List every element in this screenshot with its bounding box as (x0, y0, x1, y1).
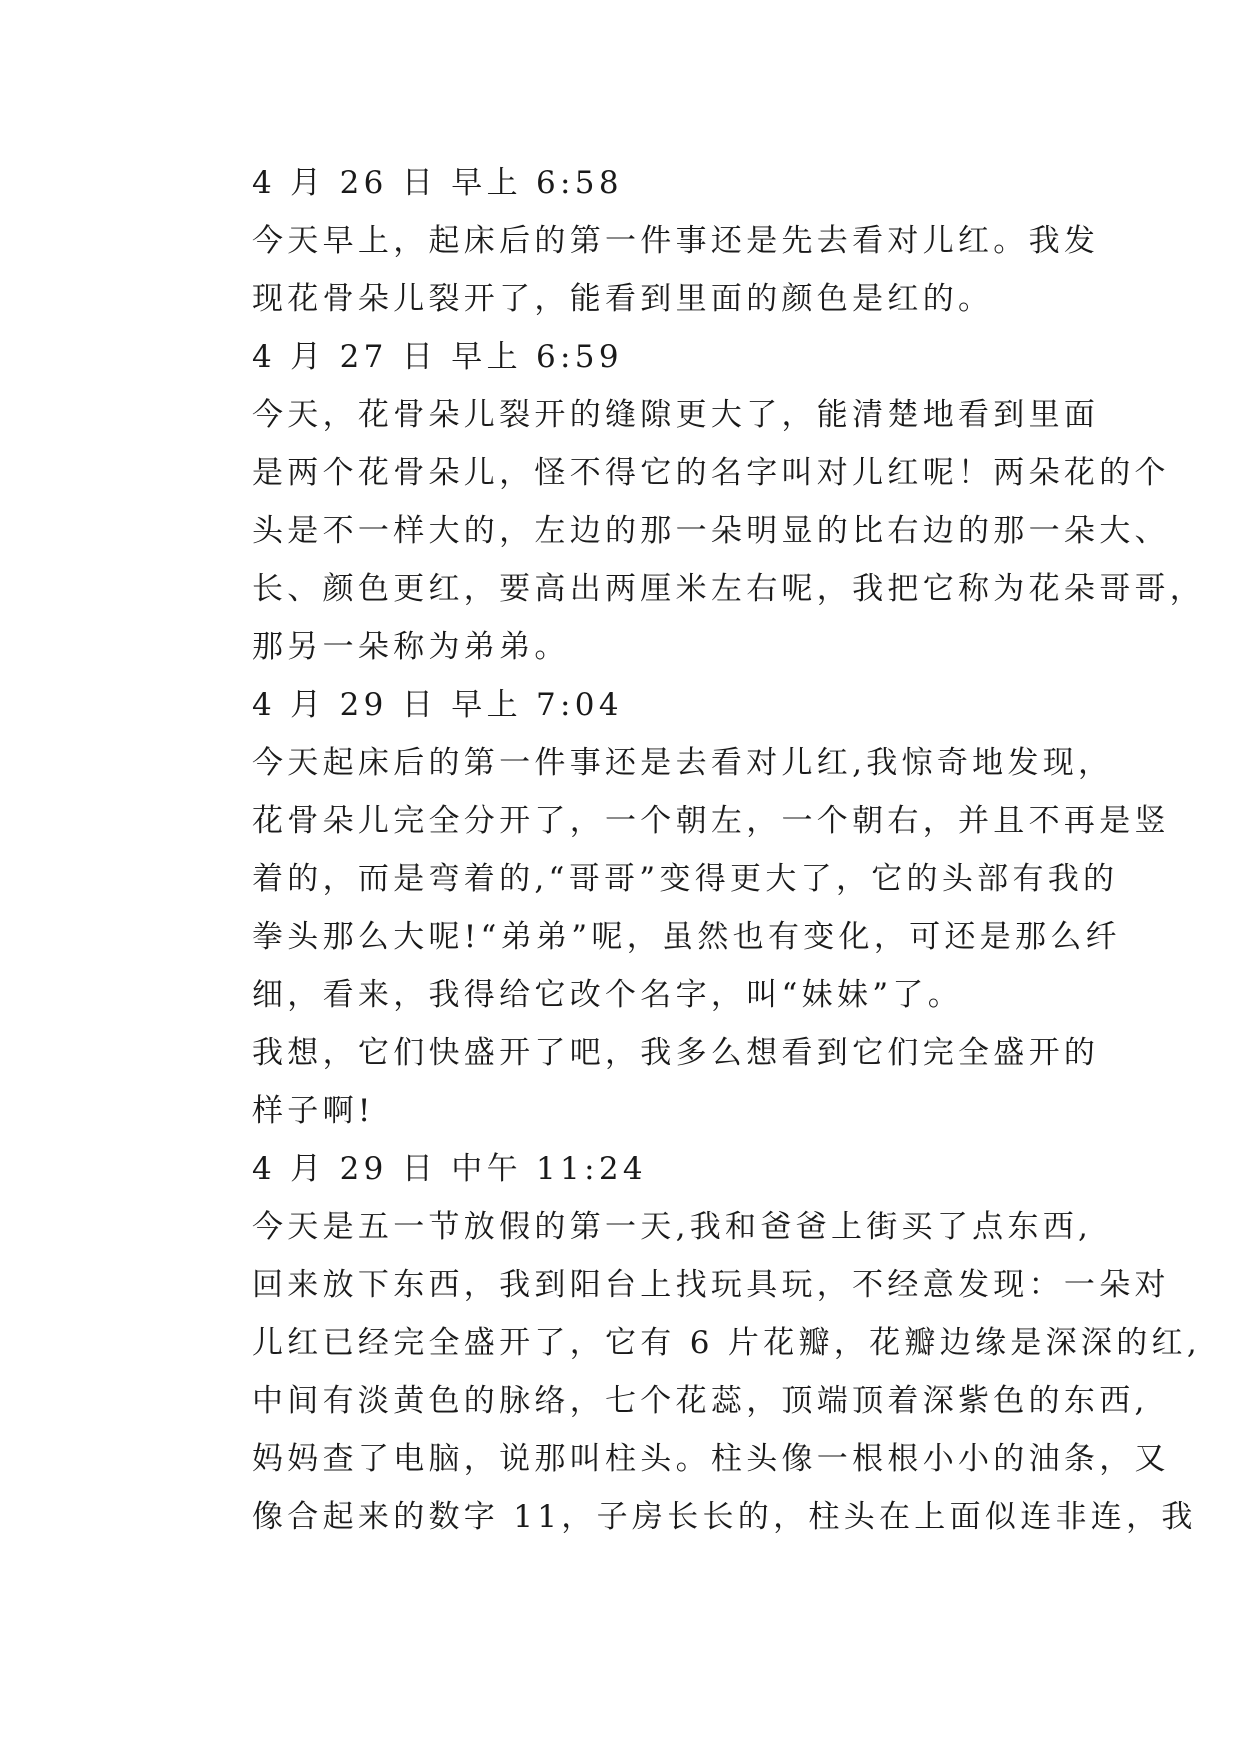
diary-entry-paragraph (190, 386, 1206, 676)
text-line: 4 月 26 日 早上 6:58 (252, 165, 623, 201)
text-line: 今天是五一节放假的第一天,我和爸爸上街买了点东西, (252, 1209, 1093, 1245)
diary-entry-paragraph (190, 1024, 1100, 1140)
text-line: 是两个花骨朵儿，怪不得它的名字叫对儿红呢！两朵花的个 (252, 455, 1170, 491)
text-line: 4 月 29 日 早上 7:04 (252, 687, 623, 723)
text-line: 像合起来的数字 11，子房长长的，柱头在上面似连非连，我 (252, 1499, 1197, 1535)
text-line: 回来放下东西，我到阳台上找玩具玩，不经意发现：一朵对 (252, 1267, 1170, 1303)
text-line: 今天，花骨朵儿裂开的缝隙更大了，能清楚地看到里面 (252, 397, 1100, 433)
text-line: 样子啊! (252, 1093, 375, 1129)
text-line: 儿红已经完全盛开了，它有 6 片花瓣，花瓣边缘是深深的红, (252, 1325, 1201, 1361)
text-line: 我想，它们快盛开了吧，我多么想看到它们完全盛开的 (252, 1035, 1100, 1071)
diary-entry-paragraph (190, 734, 1170, 1024)
text-line: 细，看来，我得给它改个名字，叫“妹妹”了。 (252, 977, 963, 1013)
text-line: 现花骨朵儿裂开了，能看到里面的颜色是红的。 (252, 281, 994, 317)
text-line: 4 月 29 日 中午 11:24 (252, 1151, 647, 1187)
diary-date-heading (190, 676, 1070, 734)
document-body (190, 154, 1206, 1546)
diary-entry-paragraph (190, 1198, 1201, 1546)
text-line: 拳头那么大呢!“弟弟”呢，虽然也有变化，可还是那么纤 (252, 919, 1121, 955)
text-line: 中间有淡黄色的脉络，七个花蕊，顶端顶着深紫色的东西, (252, 1383, 1149, 1419)
diary-date-heading (190, 154, 1070, 212)
text-line: 妈妈查了电脑，说那叫柱头。柱头像一根根小小的油条，又 (252, 1441, 1170, 1477)
text-line: 4 月 27 日 早上 6:59 (252, 339, 623, 375)
text-line: 着的，而是弯着的,“哥哥”变得更大了，它的头部有我的 (252, 861, 1119, 897)
text-line: 花骨朵儿完全分开了，一个朝左，一个朝右，并且不再是竖 (252, 803, 1170, 839)
text-line: 那另一朵称为弟弟。 (252, 629, 570, 665)
diary-date-heading (190, 1140, 1070, 1198)
text-line: 今天早上，起床后的第一件事还是先去看对儿红。我发 (252, 223, 1100, 259)
diary-date-heading (190, 328, 1070, 386)
text-line: 头是不一样大的，左边的那一朵明显的比右边的那一朵大、 (252, 513, 1170, 549)
diary-entry-paragraph (190, 212, 1100, 328)
text-line: 长、颜色更红，要高出两厘米左右呢，我把它称为花朵哥哥， (252, 571, 1206, 607)
text-line: 今天起床后的第一件事还是去看对儿红,我惊奇地发现， (252, 745, 1114, 781)
